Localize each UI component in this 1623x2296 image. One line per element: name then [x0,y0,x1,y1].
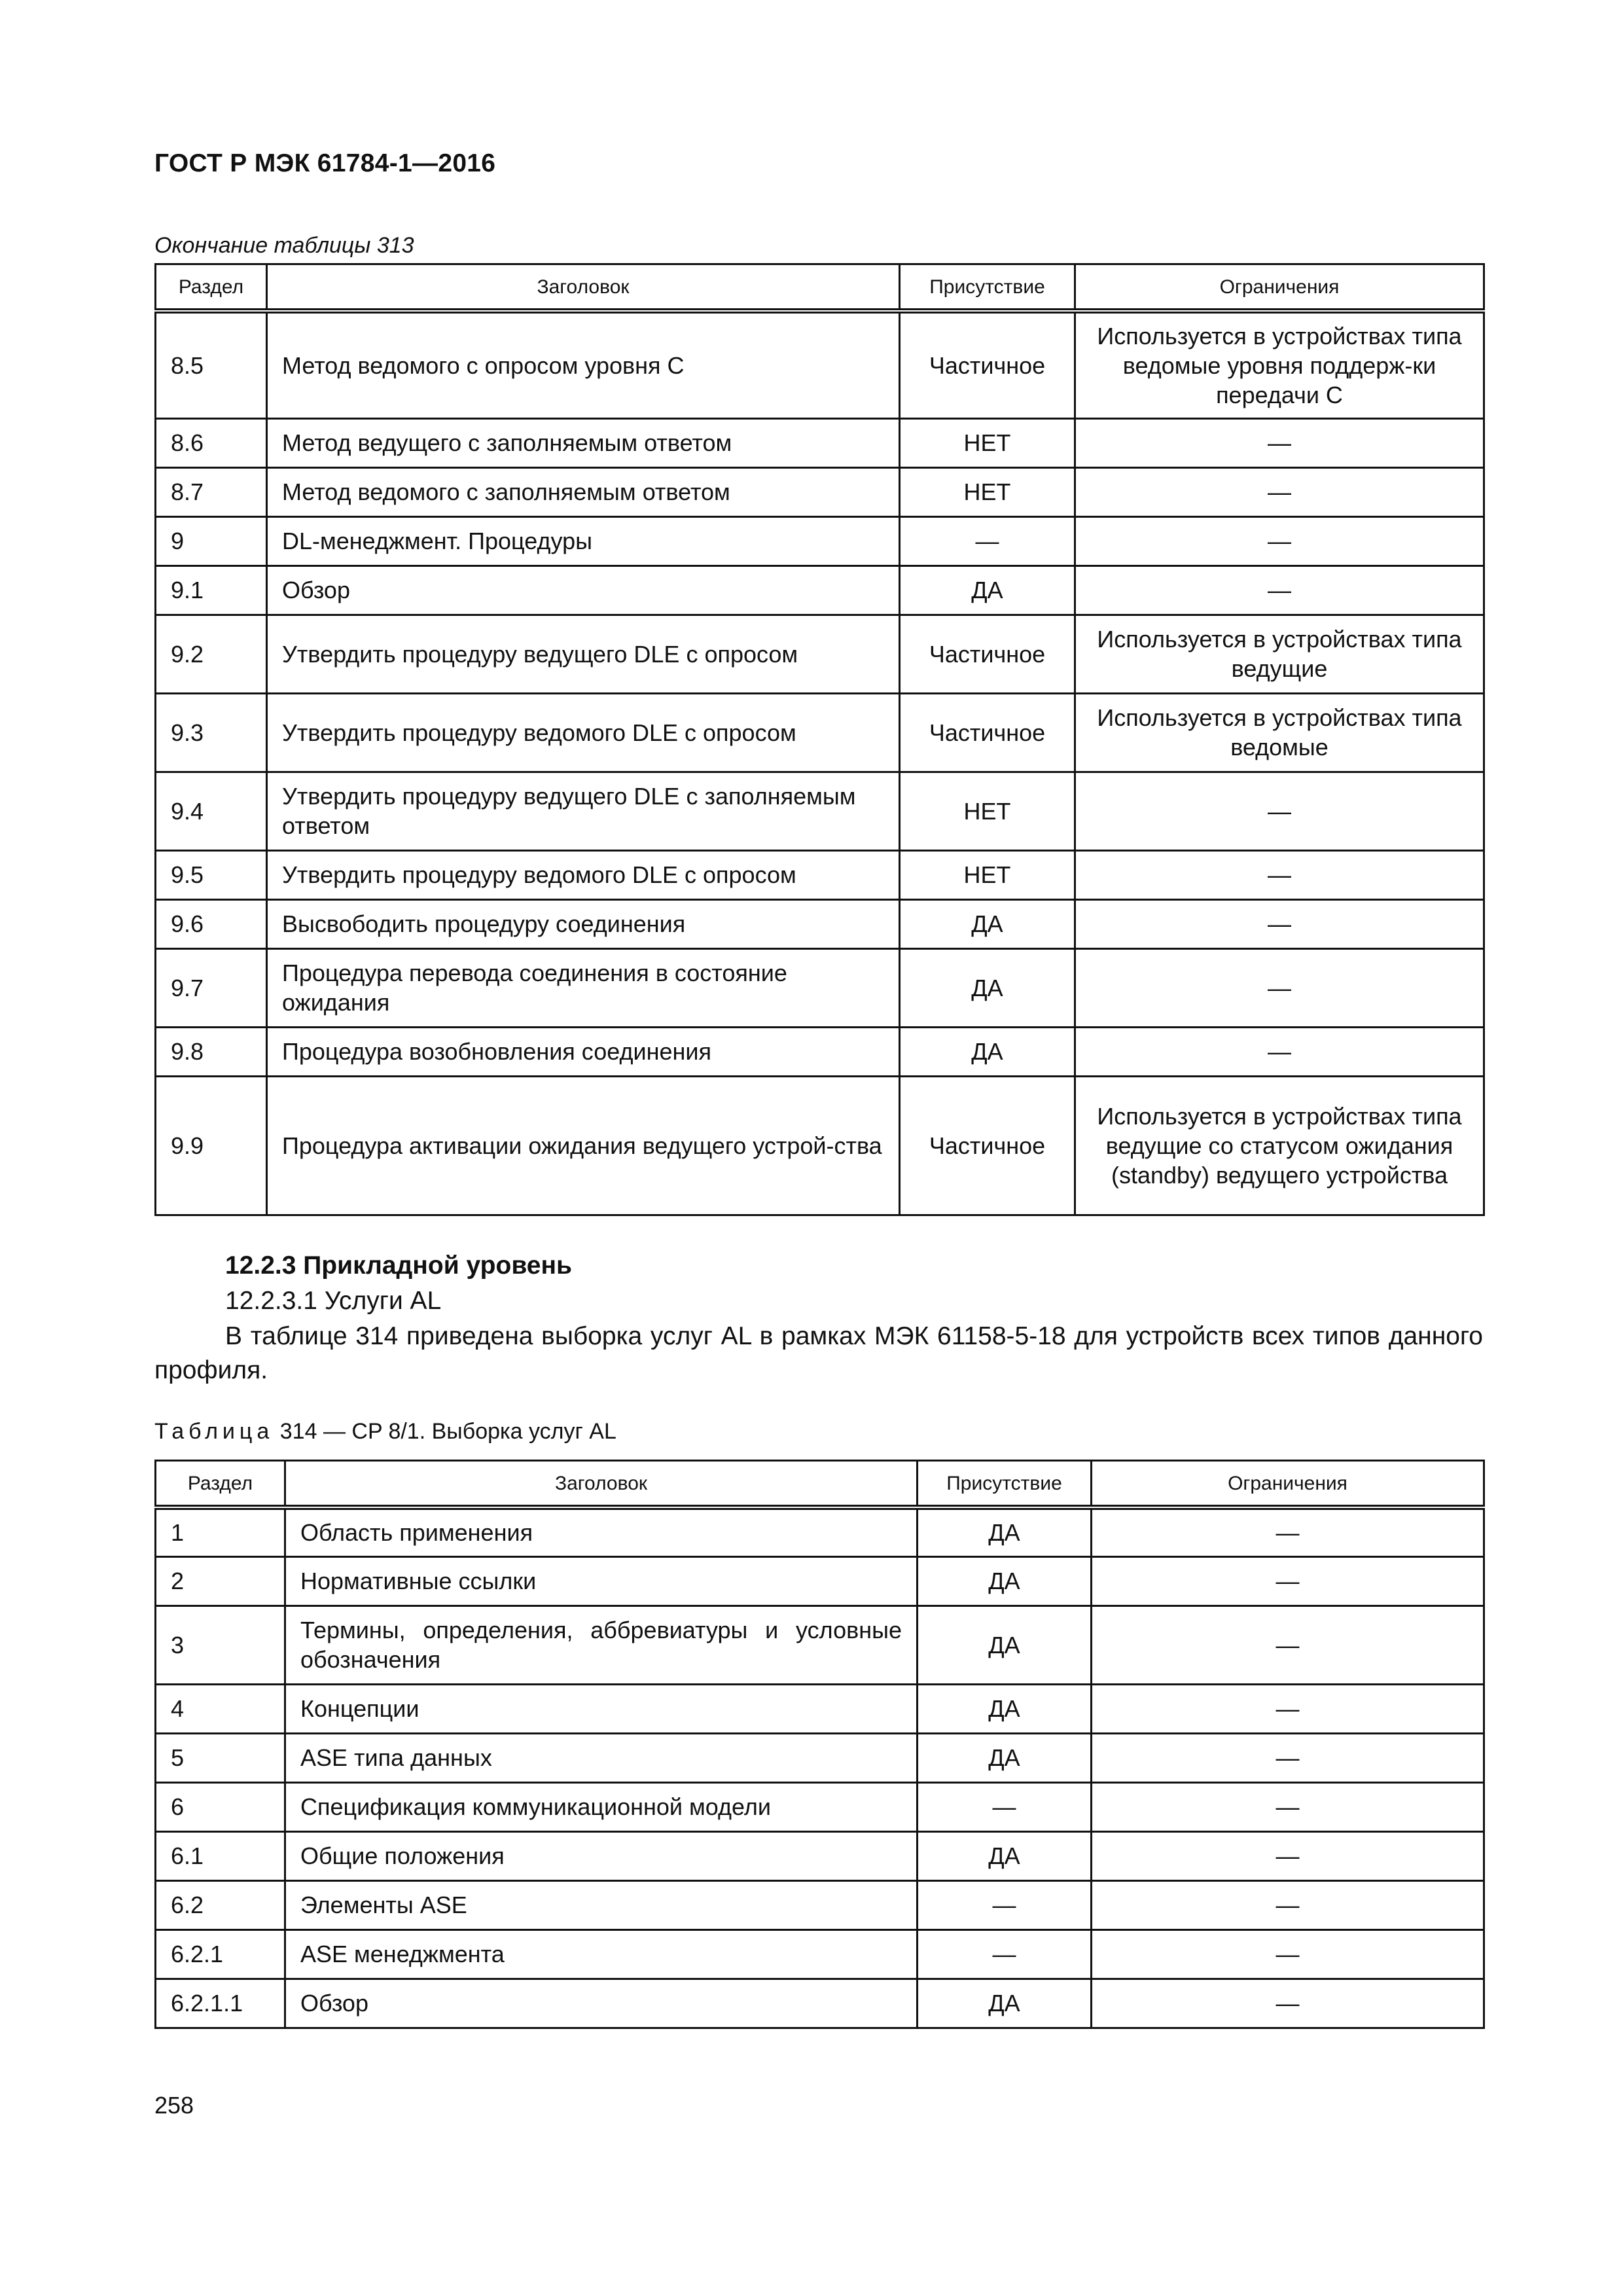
cell-title: Обзор [267,565,900,615]
cell-section: 8.6 [156,418,267,467]
cell-presence: ДА [918,1979,1092,2028]
cell-section: 4 [156,1684,285,1733]
cell-restrictions: — [1075,565,1484,615]
column-header-section: Раздел [156,264,267,312]
cell-presence: Частичное [900,693,1075,772]
cell-restrictions: — [1092,1556,1484,1605]
cell-section: 9.1 [156,565,267,615]
table-row [156,1605,1484,1684]
cell-section: 2 [156,1556,285,1605]
column-header-title: Заголовок [267,264,900,312]
cell-section: 9.9 [156,1076,267,1215]
table-row [156,311,1484,418]
cell-section: 9.5 [156,850,267,899]
cell-section: 9.2 [156,615,267,693]
cell-restrictions: — [1092,1880,1484,1929]
cell-section: 8.5 [156,311,267,418]
table-row [156,1507,1484,1556]
cell-title: Метод ведущего с заполняемым ответом [267,418,900,467]
body-paragraph: В таблице 314 приведена выборка услуг AL в рамках МЭК 61158-5-18 для устройств всех типов данного профиля. [154,1322,1483,1384]
cell-restrictions: — [1092,1684,1484,1733]
cell-restrictions: — [1075,1027,1484,1076]
table-title-prefix: Таблица [154,1419,274,1444]
table-row [156,1831,1484,1880]
cell-section: 9 [156,516,267,565]
table-row [156,1880,1484,1929]
cell-section: 8.7 [156,467,267,516]
column-header-presence: Присутствие [900,264,1075,312]
cell-section: 9.8 [156,1027,267,1076]
cell-presence: — [918,1782,1092,1831]
table-row [156,1733,1484,1782]
cell-restrictions: Используется в устройствах типа ведомые [1075,693,1484,772]
column-header-restrictions: Ограничения [1075,264,1484,312]
cell-presence: Частичное [900,615,1075,693]
cell-presence: НЕТ [900,467,1075,516]
table-row [156,1684,1484,1733]
table-row [156,693,1484,772]
table-row [156,516,1484,565]
cell-restrictions: — [1092,1929,1484,1979]
cell-presence: ДА [900,1027,1075,1076]
cell-restrictions: Используется в устройствах типа ведущие со статусом ожидания (standby) ведущего устройства [1075,1076,1484,1215]
cell-section: 6.1 [156,1831,285,1880]
cell-presence: Частичное [900,311,1075,418]
cell-presence: ДА [918,1684,1092,1733]
cell-presence: ДА [918,1733,1092,1782]
cell-title: Нормативные ссылки [285,1556,918,1605]
cell-section: 5 [156,1733,285,1782]
table-title-text: 314 — CP 8/1. Выборка услуг AL [279,1419,616,1444]
document-header: ГОСТ Р МЭК 61784-1—2016 [154,149,496,177]
table-row [156,418,1484,467]
cell-presence: НЕТ [900,850,1075,899]
cell-restrictions: — [1075,948,1484,1027]
cell-presence: ДА [918,1556,1092,1605]
cell-section: 6.2 [156,1880,285,1929]
cell-section: 9.3 [156,693,267,772]
cell-section: 1 [156,1507,285,1556]
page-number: 258 [154,2092,194,2119]
table-row [156,1556,1484,1605]
cell-presence: ДА [900,899,1075,948]
table-314 [154,1460,1485,2029]
cell-title: Высвободить процедуру соединения [267,899,900,948]
cell-presence: НЕТ [900,418,1075,467]
table-row [156,772,1484,850]
table-row [156,899,1484,948]
cell-title: Утвердить процедуру ведомого DLE с опросом [267,693,900,772]
cell-title: Метод ведомого с опросом уровня C [267,311,900,418]
cell-section: 6 [156,1782,285,1831]
cell-restrictions: — [1075,850,1484,899]
table-314-title [154,1419,616,1444]
column-header-restrictions: Ограничения [1092,1461,1484,1508]
cell-restrictions: — [1075,516,1484,565]
cell-title: Утвердить процедуру ведущего DLE с опросом [267,615,900,693]
table-313-continuation [154,263,1485,1216]
cell-title: Термины, определения, аббревиатуры и условные обозначения [285,1605,918,1684]
cell-restrictions: — [1092,1507,1484,1556]
cell-presence: ДА [918,1831,1092,1880]
cell-presence: ДА [900,948,1075,1027]
cell-title: Элементы ASE [285,1880,918,1929]
cell-section: 9.7 [156,948,267,1027]
cell-restrictions: — [1075,772,1484,850]
cell-restrictions: — [1075,899,1484,948]
table-header-row [156,264,1484,312]
table-row [156,1027,1484,1076]
cell-restrictions: Используется в устройствах типа ведомые уровня поддерж-ки передачи C [1075,311,1484,418]
column-header-presence: Присутствие [918,1461,1092,1508]
cell-presence: ДА [900,565,1075,615]
column-header-title: Заголовок [285,1461,918,1508]
cell-title: Утвердить процедуру ведомого DLE с опросом [267,850,900,899]
cell-restrictions: — [1092,1733,1484,1782]
cell-title: Процедура активации ожидания ведущего устрой-ства [267,1076,900,1215]
table-row [156,948,1484,1027]
table-row [156,850,1484,899]
cell-presence: — [918,1880,1092,1929]
cell-presence: ДА [918,1605,1092,1684]
cell-presence: НЕТ [900,772,1075,850]
cell-title: Общие положения [285,1831,918,1880]
cell-section: 9.6 [156,899,267,948]
cell-title: Область применения [285,1507,918,1556]
cell-title: ASE менеджмента [285,1929,918,1979]
table-row [156,1929,1484,1979]
cell-section: 6.2.1 [156,1929,285,1979]
cell-presence: Частичное [900,1076,1075,1215]
cell-restrictions: — [1092,1979,1484,2028]
cell-presence: ДА [918,1507,1092,1556]
cell-title: Процедура возобновления соединения [267,1027,900,1076]
cell-section: 9.4 [156,772,267,850]
cell-title: Концепции [285,1684,918,1733]
cell-title: ASE типа данных [285,1733,918,1782]
cell-restrictions: Используется в устройствах типа ведущие [1075,615,1484,693]
table-row [156,565,1484,615]
cell-restrictions: — [1092,1782,1484,1831]
cell-restrictions: — [1075,467,1484,516]
cell-restrictions: — [1092,1831,1484,1880]
section-heading: 12.2.3 Прикладной уровень [225,1251,573,1280]
cell-title: Метод ведомого с заполняемым ответом [267,467,900,516]
cell-restrictions: — [1075,418,1484,467]
table-row [156,1076,1484,1215]
cell-title: Обзор [285,1979,918,2028]
cell-title: Утвердить процедуру ведущего DLE с заполняемым ответом [267,772,900,850]
cell-title: Процедура перевода соединения в состояние ожидания [267,948,900,1027]
cell-section: 6.2.1.1 [156,1979,285,2028]
subsection-heading: 12.2.3.1 Услуги AL [225,1287,442,1315]
table-header-row [156,1461,1484,1508]
table-row [156,1979,1484,2028]
cell-title: DL-менеджмент. Процедуры [267,516,900,565]
cell-section: 3 [156,1605,285,1684]
table-row [156,615,1484,693]
table-row [156,467,1484,516]
cell-restrictions: — [1092,1605,1484,1684]
cell-presence: — [900,516,1075,565]
column-header-section: Раздел [156,1461,285,1508]
table-continuation-caption: Окончание таблицы 313 [154,233,414,258]
cell-title: Спецификация коммуникационной модели [285,1782,918,1831]
table-row [156,1782,1484,1831]
cell-presence: — [918,1929,1092,1979]
